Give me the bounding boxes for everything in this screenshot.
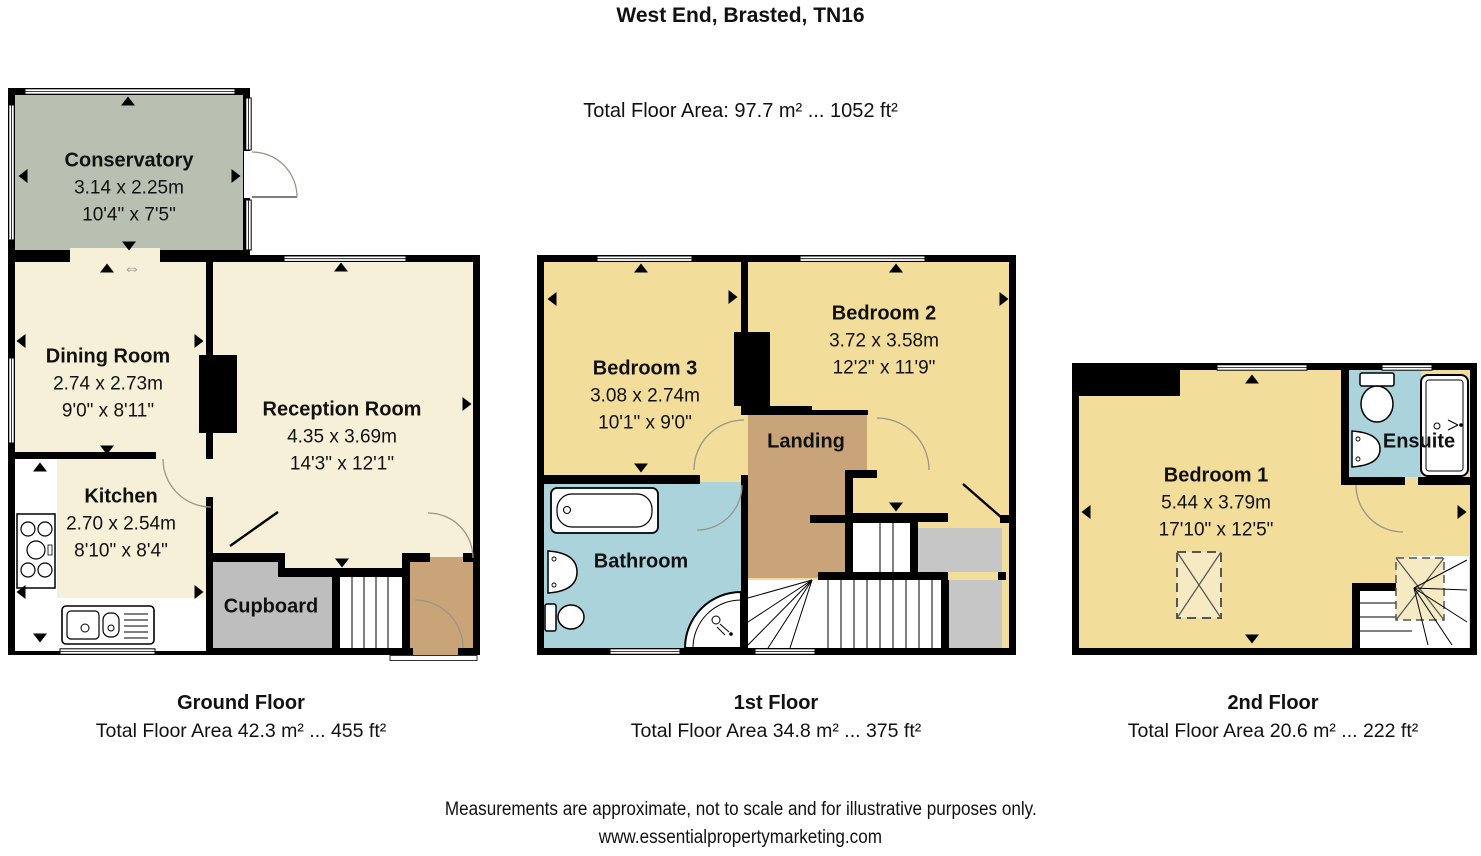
room-label-dining-room: Dining Room 2.74 x 2.73m 9'0" x 8'11" bbox=[45, 345, 171, 422]
toilet-icon bbox=[1360, 373, 1394, 422]
sink-icon bbox=[62, 606, 154, 644]
entrance-hall bbox=[410, 557, 473, 648]
room-label-kitchen: Kitchen 2.70 x 2.54m 8'10" x 8'4" bbox=[66, 485, 176, 562]
room-label-bathroom: Bathroom bbox=[593, 550, 689, 573]
disclaimer-text: Measurements are approximate, not to scale and for illustrative purposes only. bbox=[444, 799, 1037, 820]
room-label-bedroom-2: Bedroom 2 3.72 x 3.58m 12'2" x 11'9" bbox=[829, 302, 939, 379]
page-title: West End, Brasted, TN16 bbox=[616, 4, 865, 27]
second-floor-plan bbox=[1076, 365, 1474, 655]
eaves-wall bbox=[1079, 370, 1180, 396]
stair-half-landing bbox=[853, 523, 910, 572]
skylight-icon bbox=[1177, 552, 1221, 618]
room-label-bedroom-3: Bedroom 3 3.08 x 2.74m 10'1" x 9'0" bbox=[590, 357, 700, 434]
toilet-icon bbox=[545, 604, 584, 631]
stove-icon bbox=[17, 514, 55, 588]
front-door-opening bbox=[413, 647, 458, 656]
room-label-reception-room: Reception Room 4.35 x 3.69m 14'3" x 12'1" bbox=[262, 398, 422, 475]
total-floor-area: Total Floor Area: 97.7 m² ... 1052 ft² bbox=[583, 100, 898, 122]
caption-first-floor: 1st Floor Total Floor Area 34.8 m² ... 375 ft² bbox=[630, 692, 922, 742]
stairs-icon bbox=[340, 577, 402, 648]
room-label-conservatory: Conservatory 3.14 x 2.25m 10'4" x 7'5" bbox=[64, 149, 194, 226]
door-icon bbox=[244, 151, 297, 198]
double-arrow-icon: ⇔ bbox=[123, 258, 141, 278]
website-text: www.essentialpropertymarketing.com bbox=[598, 827, 883, 848]
caption-ground-floor: Ground Floor Total Floor Area 42.3 m² ... 455 ft² bbox=[95, 692, 387, 742]
footer bbox=[0, 796, 1481, 852]
room-label-bedroom-1: Bedroom 1 5.44 x 3.79m 17'10" x 12'5" bbox=[1158, 464, 1274, 541]
chimney-breast bbox=[199, 355, 237, 433]
shower-icon bbox=[1421, 375, 1468, 476]
bathtub-icon bbox=[551, 488, 658, 533]
stair-well bbox=[918, 528, 1002, 572]
porch-step bbox=[390, 656, 477, 661]
caption-second-floor: 2nd Floor Total Floor Area 20.6 m² ... 222 ft² bbox=[1127, 692, 1419, 742]
chimney-breast bbox=[734, 332, 770, 406]
room-label-cupboard: Cupboard bbox=[223, 595, 319, 618]
stair-well bbox=[949, 580, 1002, 648]
room-label-ensuite: Ensuite bbox=[1382, 430, 1456, 453]
room-label-landing: Landing bbox=[767, 430, 845, 453]
